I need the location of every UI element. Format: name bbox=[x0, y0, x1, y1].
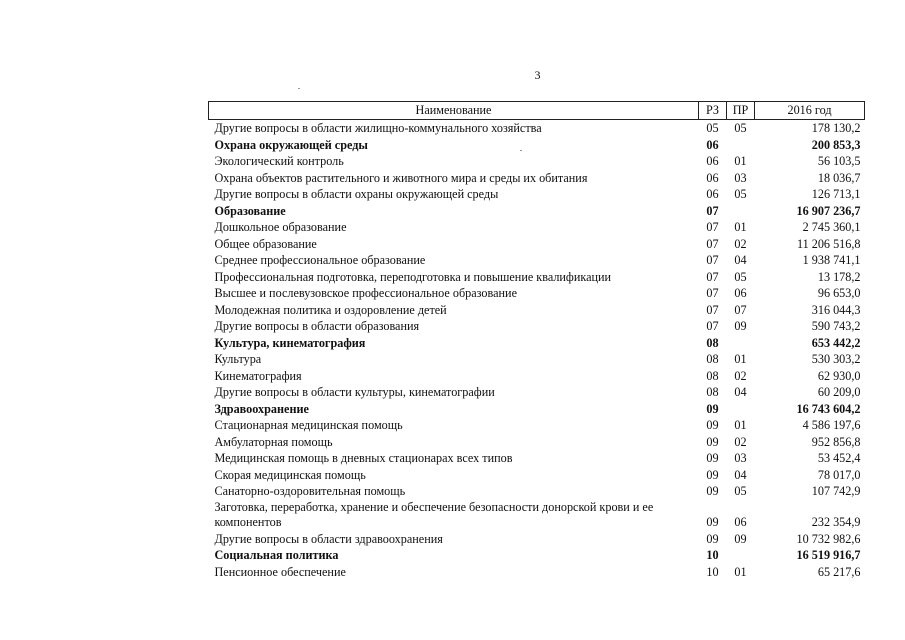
row-pr-code: 05 bbox=[734, 121, 747, 135]
row-name: Социальная политика bbox=[214, 548, 339, 562]
row-name: Кинематография bbox=[214, 368, 302, 383]
row-rz-code: 07 bbox=[706, 253, 719, 267]
section-row bbox=[209, 137, 865, 154]
budget-table bbox=[208, 101, 865, 580]
row-rz-code: 09 bbox=[706, 531, 719, 546]
row-name: Другие вопросы в области культуры, кинематографии bbox=[214, 385, 495, 399]
table-row bbox=[209, 564, 865, 581]
row-rz-code: 07 bbox=[706, 236, 719, 251]
row-value: 13 178,2 bbox=[817, 269, 861, 284]
row-value: 11 206 516,8 bbox=[796, 236, 861, 251]
row-value: 2 745 360,1 bbox=[802, 220, 861, 234]
row-pr-code: 06 bbox=[734, 515, 747, 529]
row-pr-code: 01 bbox=[734, 220, 747, 234]
row-name: Заготовка, переработка, хранение и обеспечение безопасности донорской крови и ее компонентов bbox=[214, 499, 654, 529]
row-value: 1 938 741,1 bbox=[802, 253, 861, 267]
row-rz-code: 09 bbox=[706, 451, 719, 465]
table-row bbox=[209, 384, 865, 401]
row-pr-code bbox=[727, 137, 755, 154]
row-name: Скорая медицинская помощь bbox=[214, 467, 366, 482]
table-row bbox=[209, 318, 865, 335]
row-value: 60 209,0 bbox=[817, 385, 861, 399]
section-row bbox=[209, 547, 865, 564]
row-value: 107 742,9 bbox=[811, 484, 861, 498]
table-row bbox=[209, 483, 865, 500]
row-pr-code bbox=[727, 401, 755, 418]
row-pr-code: 03 bbox=[734, 170, 747, 185]
table-header bbox=[209, 102, 865, 120]
scan-speck bbox=[298, 88, 300, 89]
page-number: 3 bbox=[534, 68, 541, 82]
table-row bbox=[209, 269, 865, 286]
row-rz-code: 09 bbox=[706, 484, 719, 498]
row-name: Образование bbox=[214, 203, 286, 218]
table-row bbox=[209, 302, 865, 319]
row-value: 126 713,1 bbox=[811, 187, 861, 201]
row-value: 78 017,0 bbox=[817, 467, 861, 482]
row-rz-code: 07 bbox=[706, 286, 719, 300]
row-name: Другие вопросы в области охраны окружающей среды bbox=[214, 187, 499, 201]
table-row bbox=[209, 531, 865, 548]
row-pr-code: 05 bbox=[734, 187, 747, 201]
table-row bbox=[209, 186, 865, 203]
row-pr-code: 02 bbox=[734, 434, 747, 449]
row-pr-code: 02 bbox=[734, 368, 747, 383]
row-name: Охрана окружающей среды bbox=[214, 137, 368, 152]
row-name: Дошкольное образование bbox=[214, 220, 347, 234]
row-rz-code: 09 bbox=[706, 434, 719, 449]
row-name: Пенсионное обеспечение bbox=[214, 564, 346, 579]
row-pr-code: 01 bbox=[734, 352, 747, 366]
row-value: 56 103,5 bbox=[817, 154, 861, 168]
table-body bbox=[209, 120, 865, 581]
section-row bbox=[209, 203, 865, 220]
row-pr-code: 07 bbox=[734, 302, 747, 317]
row-name: Другие вопросы в области жилищно-коммунального хозяйства bbox=[214, 121, 542, 135]
row-rz-code: 09 bbox=[706, 401, 719, 416]
row-rz-code: 06 bbox=[706, 187, 719, 201]
table-row bbox=[209, 170, 865, 187]
row-name: Культура, кинематография bbox=[214, 335, 366, 350]
row-pr-code: 04 bbox=[734, 253, 747, 267]
row-name: Другие вопросы в области здравоохранения bbox=[214, 531, 443, 546]
row-rz-code: 07 bbox=[706, 302, 719, 317]
row-rz-code: 08 bbox=[706, 368, 719, 383]
row-name: Культура bbox=[214, 352, 262, 366]
row-pr-code bbox=[727, 203, 755, 220]
row-name: Высшее и послевузовское профессиональное образование bbox=[214, 286, 517, 300]
row-value: 16 743 604,2 bbox=[796, 401, 861, 416]
row-pr-code: 04 bbox=[734, 467, 747, 482]
row-pr-code: 01 bbox=[734, 564, 747, 579]
row-value: 4 586 197,6 bbox=[802, 418, 861, 432]
row-pr-code: 05 bbox=[734, 484, 747, 498]
row-value: 952 856,8 bbox=[811, 434, 861, 449]
row-name: Здравоохранение bbox=[214, 401, 309, 416]
row-rz-code: 08 bbox=[706, 385, 719, 399]
row-value: 96 653,0 bbox=[817, 286, 861, 300]
table-row bbox=[209, 450, 865, 467]
row-rz-code: 07 bbox=[706, 203, 719, 218]
row-rz-code: 07 bbox=[706, 269, 719, 284]
table-row bbox=[209, 153, 865, 170]
row-pr-code: 01 bbox=[734, 418, 747, 432]
row-rz-code: 08 bbox=[706, 352, 719, 366]
row-name: Другие вопросы в области образования bbox=[214, 319, 420, 333]
row-value: 10 732 982,6 bbox=[796, 531, 861, 546]
row-pr-code: 01 bbox=[734, 154, 747, 168]
header-name: Наименование bbox=[209, 102, 699, 120]
row-value: 65 217,6 bbox=[817, 564, 861, 579]
header-year: 2016 год bbox=[755, 102, 865, 120]
row-value: 178 130,2 bbox=[811, 121, 861, 135]
row-name: Экологический контроль bbox=[214, 154, 344, 168]
row-rz-code: 06 bbox=[706, 137, 719, 152]
row-pr-code bbox=[727, 547, 755, 564]
row-pr-code bbox=[727, 335, 755, 352]
table-row bbox=[209, 467, 865, 484]
row-rz-code: 07 bbox=[706, 220, 719, 234]
table-row bbox=[209, 252, 865, 269]
row-pr-code: 03 bbox=[734, 451, 747, 465]
row-name: Амбулаторная помощь bbox=[214, 434, 333, 449]
header-rz: РЗ bbox=[699, 102, 727, 120]
row-rz-code: 10 bbox=[706, 548, 719, 562]
row-rz-code: 10 bbox=[706, 564, 719, 579]
row-name: Охрана объектов растительного и животного мира и среды их обитания bbox=[214, 170, 588, 185]
row-name: Профессиональная подготовка, переподготовка и повышение квалификации bbox=[214, 269, 612, 284]
row-value: 62 930,0 bbox=[817, 368, 861, 383]
row-value: 590 743,2 bbox=[811, 319, 861, 333]
row-pr-code: 02 bbox=[734, 236, 747, 251]
row-name: Стационарная медицинская помощь bbox=[214, 418, 403, 432]
row-rz-code: 06 bbox=[706, 170, 719, 185]
row-pr-code: 06 bbox=[734, 286, 747, 300]
row-value: 200 853,3 bbox=[811, 137, 861, 152]
row-name: Среднее профессиональное образование bbox=[214, 253, 426, 267]
row-value: 653 442,2 bbox=[811, 335, 861, 350]
table-row bbox=[209, 434, 865, 451]
row-pr-code: 09 bbox=[734, 531, 747, 546]
header-pr: ПР bbox=[727, 102, 755, 120]
row-name: Общее образование bbox=[214, 236, 317, 251]
table-row bbox=[209, 417, 865, 434]
row-rz-code: 08 bbox=[706, 335, 719, 350]
row-name: Молодежная политика и оздоровление детей bbox=[214, 302, 447, 317]
row-value: 530 303,2 bbox=[811, 352, 861, 366]
row-value: 18 036,7 bbox=[817, 170, 861, 185]
row-rz-code: 09 bbox=[706, 418, 719, 432]
row-rz-code: 06 bbox=[706, 154, 719, 168]
row-pr-code: 05 bbox=[734, 269, 747, 284]
row-value: 53 452,4 bbox=[817, 451, 861, 465]
row-value: 16 907 236,7 bbox=[796, 203, 861, 218]
row-rz-code: 05 bbox=[706, 121, 719, 135]
table-row bbox=[209, 500, 865, 531]
table-row bbox=[209, 236, 865, 253]
row-rz-code: 09 bbox=[706, 467, 719, 482]
row-rz-code: 07 bbox=[706, 319, 719, 333]
row-pr-code: 09 bbox=[734, 319, 747, 333]
table-row bbox=[209, 351, 865, 368]
row-value: 16 519 916,7 bbox=[796, 548, 861, 562]
table-row bbox=[209, 219, 865, 236]
row-value: 316 044,3 bbox=[811, 302, 861, 317]
table-row bbox=[209, 285, 865, 302]
row-name: Санаторно-оздоровительная помощь bbox=[214, 484, 406, 498]
table-row bbox=[209, 120, 865, 137]
row-value: 232 354,9 bbox=[811, 515, 861, 529]
section-row bbox=[209, 401, 865, 418]
row-rz-code: 09 bbox=[706, 515, 719, 529]
section-row bbox=[209, 335, 865, 352]
table-row bbox=[209, 368, 865, 385]
row-pr-code: 04 bbox=[734, 385, 747, 399]
row-name: Медицинская помощь в дневных стационарах всех типов bbox=[214, 451, 513, 465]
